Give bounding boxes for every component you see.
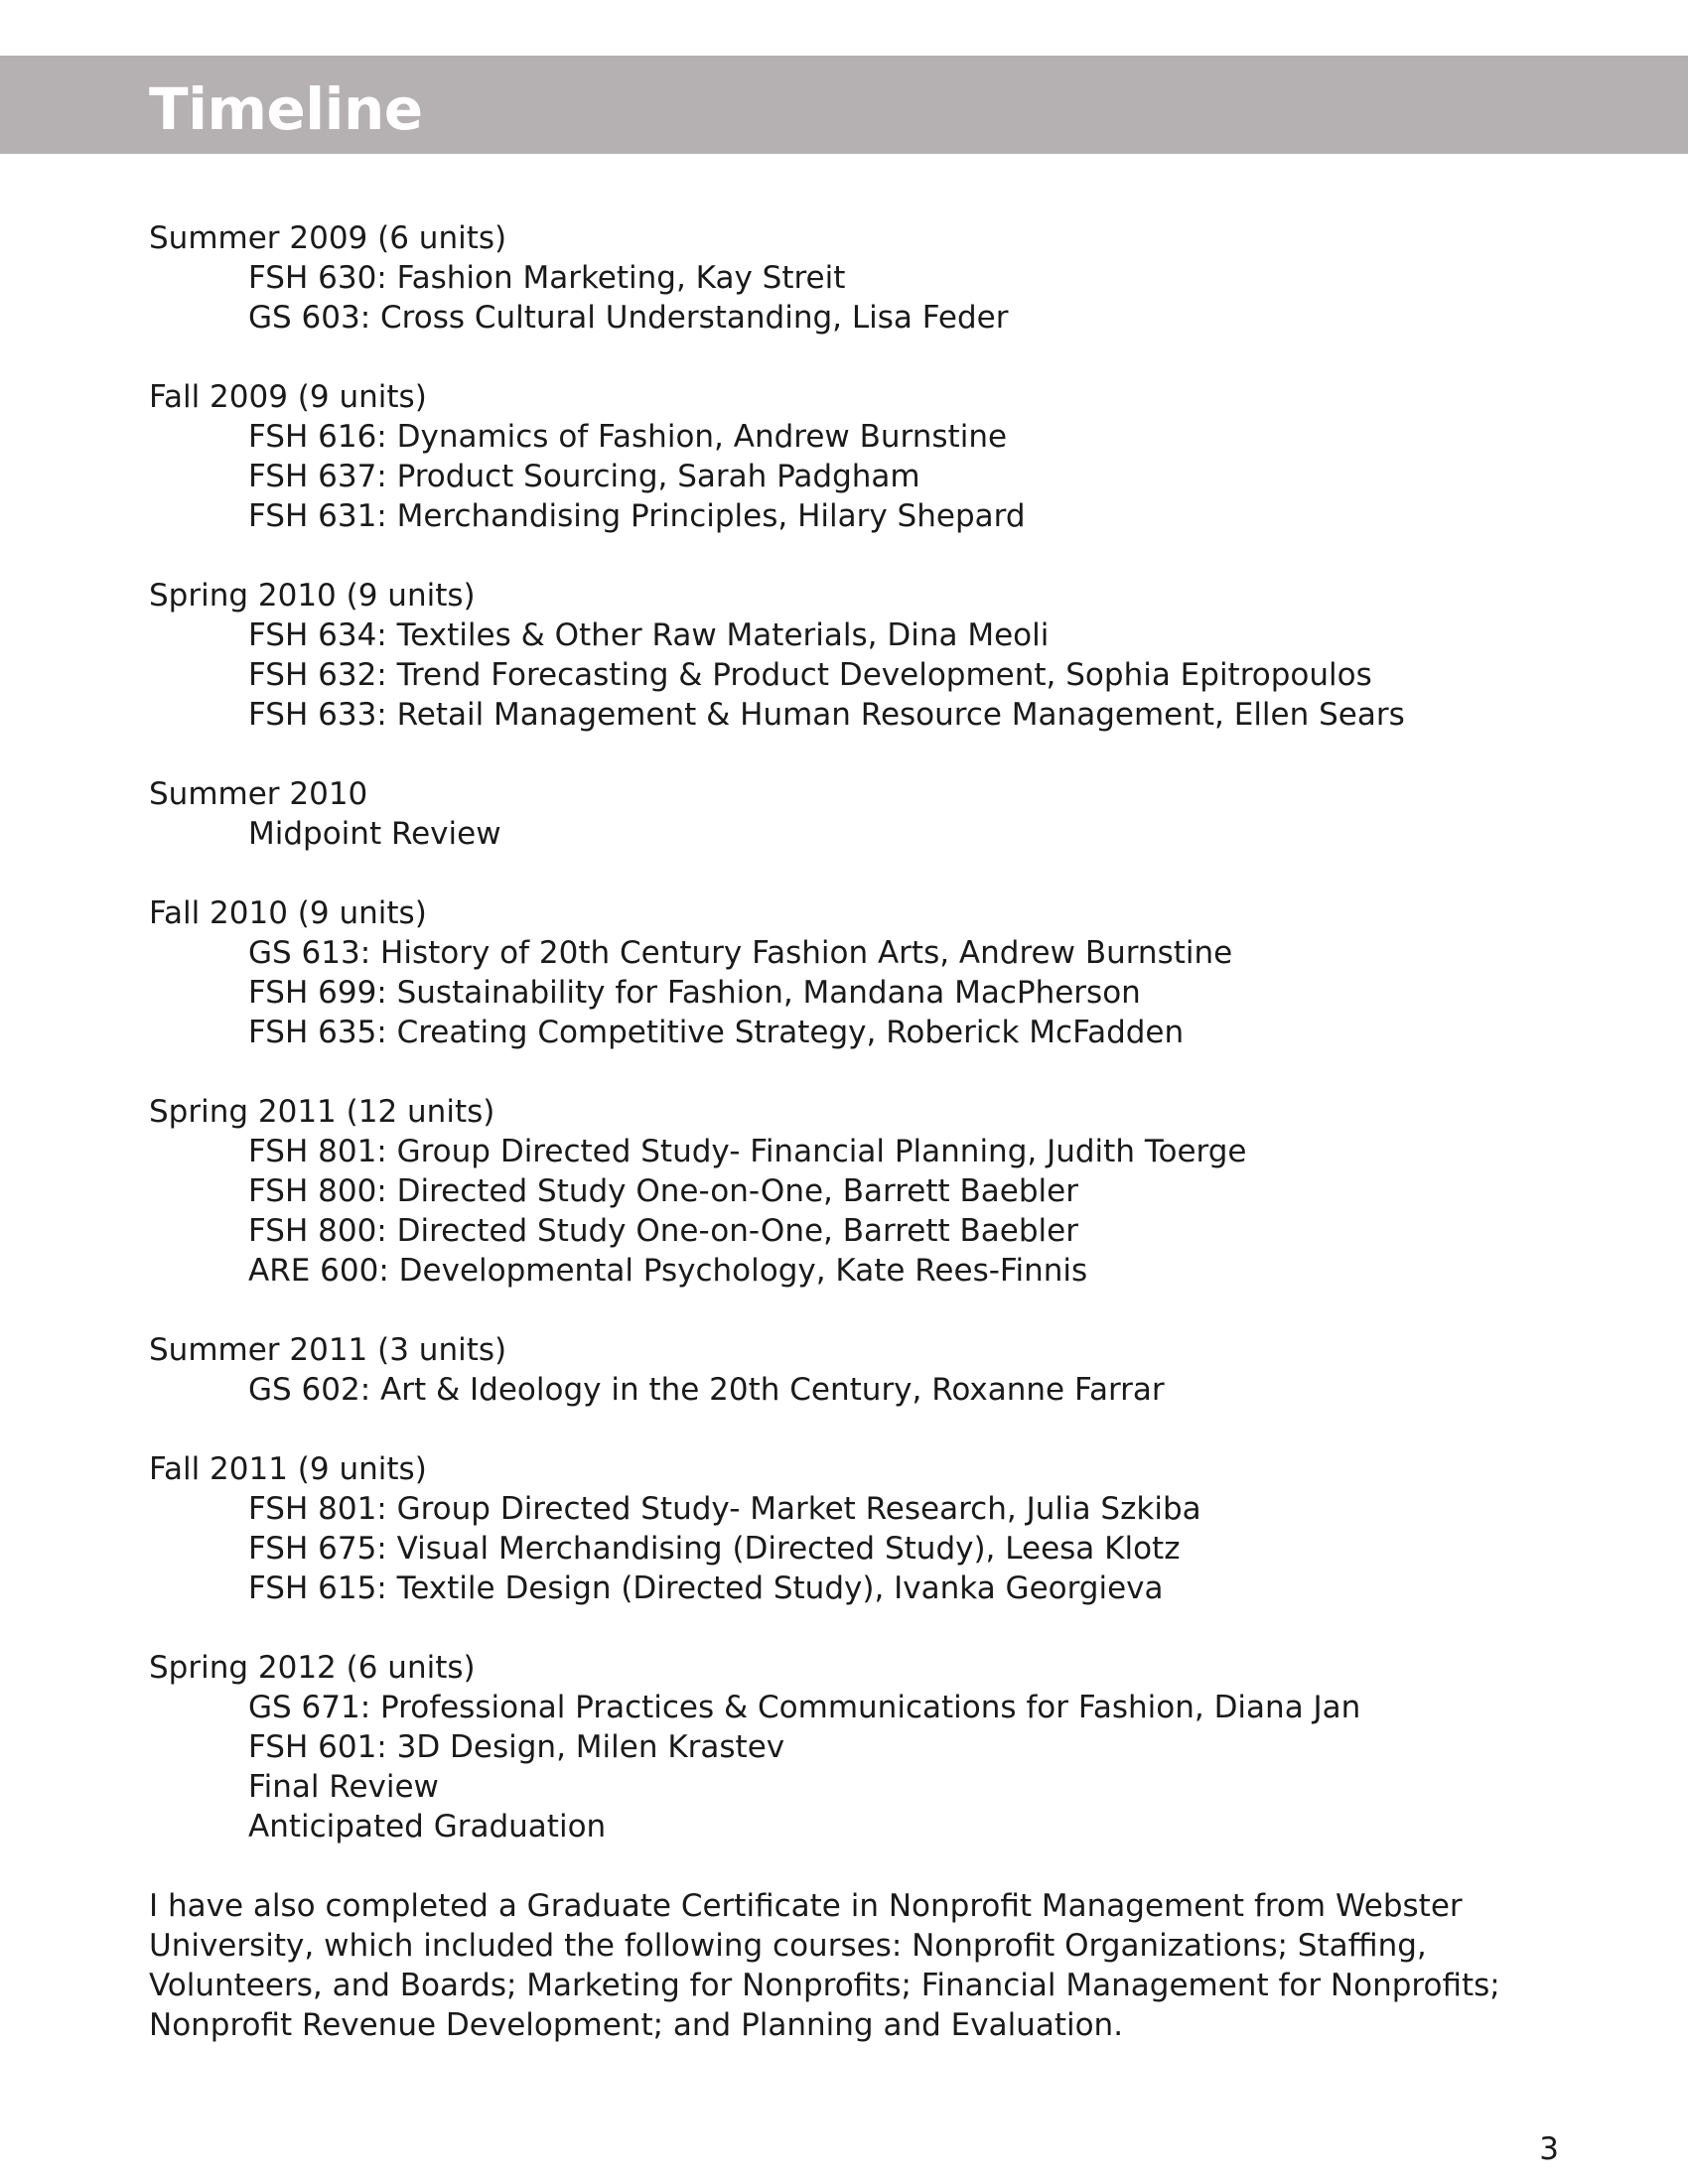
course-entry: FSH 616: Dynamics of Fashion, Andrew Burnstine <box>248 419 1008 455</box>
term-heading: Spring 2012 (6 units) <box>149 1650 476 1686</box>
term-heading: Fall 2010 (9 units) <box>149 895 427 931</box>
term-summer-2009 <box>149 218 1559 338</box>
course-entry: Midpoint Review <box>248 816 501 852</box>
course-entry: FSH 632: Trend Forecasting & Product Development, Sophia Epitropoulos <box>248 657 1372 693</box>
course-entry: FSH 635: Creating Competitive Strategy, Roberick McFadden <box>248 1015 1185 1050</box>
course-entry: FSH 634: Textiles & Other Raw Materials, Dina Meoli <box>248 617 1050 653</box>
course-entry: GS 671: Professional Practices & Communications for Fashion, Diana Jan <box>248 1690 1361 1725</box>
timeline <box>149 218 1559 1886</box>
course-entry: FSH 633: Retail Management & Human Resource Management, Ellen Sears <box>248 697 1405 733</box>
course-entry: FSH 800: Directed Study One-on-One, Barrett Baebler <box>248 1173 1078 1209</box>
course-entry: FSH 601: 3D Design, Milen Krastev <box>248 1729 785 1765</box>
term-summer-2011 <box>149 1330 1559 1410</box>
course-entry: FSH 615: Textile Design (Directed Study), Ivanka Georgieva <box>248 1570 1164 1606</box>
course-entry: FSH 699: Sustainability for Fashion, Mandana MacPherson <box>248 975 1141 1011</box>
course-entry: ARE 600: Developmental Psychology, Kate Rees-Finnis <box>248 1253 1088 1289</box>
term-heading: Summer 2010 <box>149 776 368 812</box>
term-heading: Spring 2010 (9 units) <box>149 578 476 614</box>
certificate-note: I have also completed a Graduate Certificate in Nonprofit Management from Webster University, which included the following courses: Nonprofit Organizations; Staffing, Volunteers, and Boards; Marketing for Nonprofits; Financial Management for Nonprofits; Nonprofit Revenue Development; and Planning and Evaluation. <box>149 1888 1500 2043</box>
term-heading: Fall 2009 (9 units) <box>149 379 427 415</box>
term-fall-2010 <box>149 893 1559 1052</box>
course-entry: Final Review <box>248 1769 439 1805</box>
term-heading: Spring 2011 (12 units) <box>149 1094 495 1130</box>
term-heading: Summer 2009 (6 units) <box>149 220 507 256</box>
page-title: Timeline <box>149 75 423 143</box>
course-entry: GS 602: Art & Ideology in the 20th Century, Roxanne Farrar <box>248 1372 1165 1408</box>
term-spring-2011 <box>149 1092 1559 1291</box>
term-heading: Fall 2011 (9 units) <box>149 1451 427 1487</box>
term-fall-2011 <box>149 1449 1559 1608</box>
course-entry: GS 613: History of 20th Century Fashion Arts, Andrew Burnstine <box>248 935 1233 971</box>
course-entry: FSH 637: Product Sourcing, Sarah Padgham <box>248 459 920 494</box>
course-entry: FSH 675: Visual Merchandising (Directed Study), Leesa Klotz <box>248 1531 1181 1567</box>
course-entry: FSH 801: Group Directed Study- Market Research, Julia Szkiba <box>248 1491 1201 1527</box>
course-entry: FSH 801: Group Directed Study- Financial Planning, Judith Toerge <box>248 1134 1247 1169</box>
term-summer-2010 <box>149 774 1559 854</box>
term-spring-2012 <box>149 1648 1559 1846</box>
course-entry: FSH 631: Merchandising Principles, Hilary Shepard <box>248 498 1026 534</box>
course-entry: FSH 800: Directed Study One-on-One, Barrett Baebler <box>248 1213 1078 1249</box>
course-entry: Anticipated Graduation <box>248 1809 607 1844</box>
course-entry: FSH 630: Fashion Marketing, Kay Streit <box>248 260 846 296</box>
term-heading: Summer 2011 (3 units) <box>149 1332 507 1368</box>
course-entry: GS 603: Cross Cultural Understanding, Lisa Feder <box>248 300 1009 336</box>
term-fall-2009 <box>149 377 1559 536</box>
page-number: 3 <box>1539 2131 1559 2167</box>
term-spring-2010 <box>149 576 1559 735</box>
